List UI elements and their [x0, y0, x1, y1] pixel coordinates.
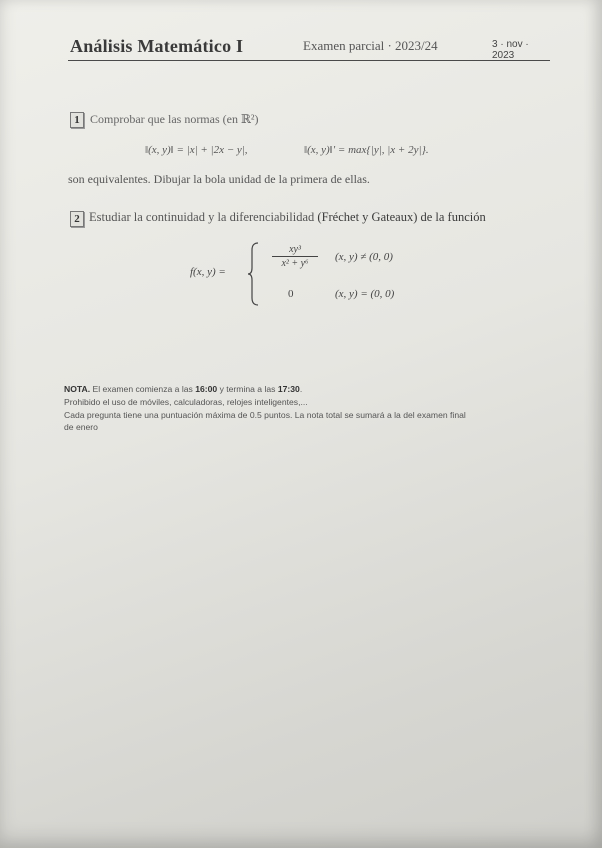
- question-2-text-bold: (Fréchet y Gateaux) de la función: [317, 210, 486, 224]
- course-title: Análisis Matemático I: [70, 36, 244, 56]
- note-line-1: [64, 384, 302, 394]
- header-rule: [68, 60, 550, 61]
- condition-2: (x, y) = (0, 0): [335, 288, 395, 300]
- note-start-time: 16:00: [195, 384, 218, 394]
- question-1-number: 1: [70, 112, 84, 128]
- exam-date: 3 · nov · 2023: [492, 39, 529, 61]
- note-line-1-middle: y termina a las: [217, 384, 278, 394]
- piecewise-function: [190, 242, 450, 312]
- fraction-numerator: xy³: [272, 244, 318, 257]
- exam-type: Examen parcial · 2023/24: [303, 38, 438, 53]
- note-line-3: Cada pregunta tiene una puntuación máxima de 0.5 puntos. La nota total se sumará a la del examen final: [64, 410, 466, 420]
- question-1-outro: son equivalentes. Dibujar la bola unidad de la primera de ellas.: [68, 172, 370, 186]
- question-1-norm-1: ‖(x, y)‖ = |x| + |2x − y|,: [145, 144, 248, 156]
- note-end-time: 17:30: [277, 384, 300, 394]
- value-2: 0: [288, 288, 294, 300]
- note-line-4: de enero: [64, 422, 98, 432]
- note-label: NOTA.: [64, 384, 91, 394]
- note-line-2: Prohibido el uso de móviles, calculadoras, relojes inteligentes,...: [64, 397, 308, 407]
- note-line-1-suffix: .: [299, 384, 303, 394]
- exam-header: [70, 34, 550, 60]
- question-2-text-prefix: Estudiar la continuidad y la diferenciabilidad: [89, 210, 318, 224]
- question-1-norm-2: ‖(x, y)‖′ = max{|y|, |x + 2y|}.: [304, 144, 429, 156]
- question-1-intro: Comprobar que las normas (en ℝ²): [90, 112, 259, 126]
- function-lhs: f(x, y) =: [190, 266, 226, 278]
- note-line-1-prefix: El examen comienza a las: [92, 384, 196, 394]
- question-2-number: 2: [70, 211, 84, 227]
- question-2-text: [89, 210, 486, 225]
- condition-1: (x, y) ≠ (0, 0): [335, 251, 393, 263]
- fraction-denominator: x² + y⁶: [281, 258, 309, 269]
- left-brace-icon: [248, 242, 260, 306]
- function-fraction: [272, 244, 318, 269]
